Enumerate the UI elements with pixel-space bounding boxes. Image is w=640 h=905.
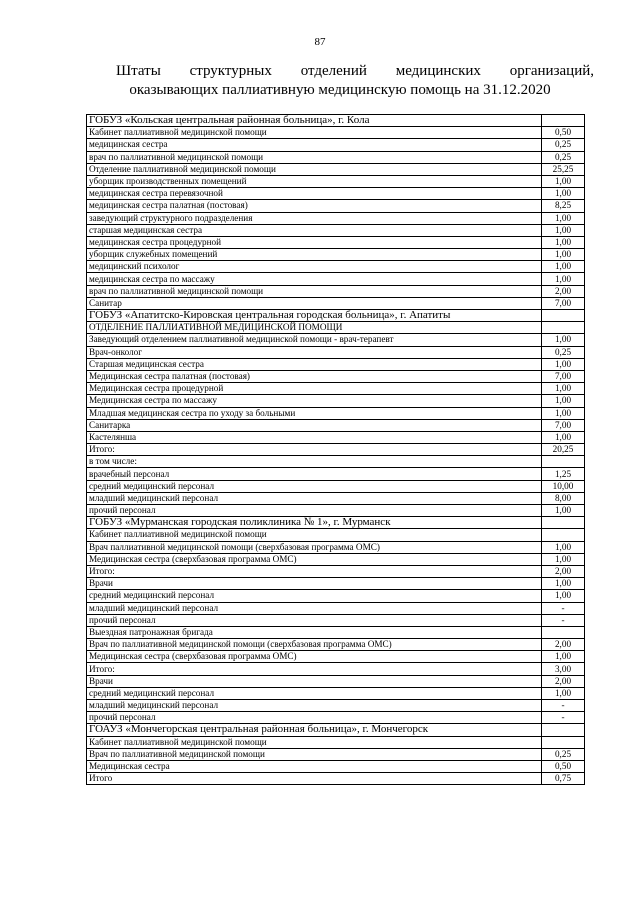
position-name: Санитар xyxy=(87,297,542,309)
staff-rate-value: 0,75 xyxy=(542,773,585,785)
position-name: Медицинская сестра (сверхбазовая программа ОМС) xyxy=(87,553,542,565)
table-row xyxy=(87,468,585,480)
table-row xyxy=(87,236,585,248)
table-row xyxy=(87,151,585,163)
position-name: медицинский психолог xyxy=(87,261,542,273)
table-row xyxy=(87,626,585,638)
position-name: Медицинская сестра процедурной xyxy=(87,383,542,395)
staff-rate-value: 0,25 xyxy=(542,748,585,760)
staff-rate-value: 0,25 xyxy=(542,346,585,358)
staff-rate-value: 1,00 xyxy=(542,590,585,602)
institution-heading-row xyxy=(87,724,585,736)
table-row xyxy=(87,748,585,760)
staff-rate-value xyxy=(542,626,585,638)
table-row xyxy=(87,590,585,602)
position-name: старшая медицинская сестра xyxy=(87,224,542,236)
table-row xyxy=(87,773,585,785)
staff-rate-value: 8,00 xyxy=(542,492,585,504)
table-row xyxy=(87,285,585,297)
table-row xyxy=(87,395,585,407)
institution-heading-row xyxy=(87,517,585,529)
table-row xyxy=(87,651,585,663)
institution-heading-row xyxy=(87,115,585,127)
position-name: младший медицинский персонал xyxy=(87,602,542,614)
position-name: Итого: xyxy=(87,663,542,675)
table-row xyxy=(87,370,585,382)
table-row xyxy=(87,614,585,626)
title-word: отделений xyxy=(300,63,367,79)
position-name: Кабинет паллиативной медицинской помощи xyxy=(87,529,542,541)
position-name: заведующий структурного подразделения xyxy=(87,212,542,224)
document-title xyxy=(116,62,594,100)
position-name: Выездная патронажная бригада xyxy=(87,626,542,638)
staff-rate-value: 2,00 xyxy=(542,675,585,687)
position-name: Врач-онколог xyxy=(87,346,542,358)
position-name: медицинская сестра xyxy=(87,139,542,151)
position-name: Заведующий отделением паллиативной медицинской помощи - врач-терапевт xyxy=(87,334,542,346)
staff-rate-value: 1,00 xyxy=(542,578,585,590)
staff-rate-value xyxy=(542,724,585,736)
position-name: Кастелянша xyxy=(87,431,542,443)
table-row xyxy=(87,249,585,261)
table-row xyxy=(87,322,585,334)
position-name: уборщик служебных помещений xyxy=(87,249,542,261)
table-row xyxy=(87,505,585,517)
table-row xyxy=(87,529,585,541)
staff-rate-value xyxy=(542,310,585,322)
table-row xyxy=(87,578,585,590)
table-row xyxy=(87,480,585,492)
table-row xyxy=(87,700,585,712)
staff-rate-value xyxy=(542,322,585,334)
staff-rate-value: 1,00 xyxy=(542,407,585,419)
staff-rate-value: 1,00 xyxy=(542,687,585,699)
position-name: Отделение паллиативной медицинской помощи xyxy=(87,163,542,175)
table-row xyxy=(87,261,585,273)
staff-rate-value: 0,50 xyxy=(542,127,585,139)
staff-rate-value: 1,00 xyxy=(542,358,585,370)
position-name: уборщик производственных помещений xyxy=(87,175,542,187)
position-name: Врачи xyxy=(87,675,542,687)
position-name: прочий персонал xyxy=(87,712,542,724)
position-name: врач по паллиативной медицинской помощи xyxy=(87,151,542,163)
position-name: Санитарка xyxy=(87,419,542,431)
staff-rate-value: 1,00 xyxy=(542,236,585,248)
position-name: младший медицинский персонал xyxy=(87,492,542,504)
staff-rate-value: 1,00 xyxy=(542,212,585,224)
position-name: Младшая медицинская сестра по уходу за больными xyxy=(87,407,542,419)
table-row xyxy=(87,456,585,468)
institution-name: ГОБУЗ «Мурманская городская поликлиника № 1», г. Мурманск xyxy=(87,517,542,529)
staff-rate-value: 0,25 xyxy=(542,151,585,163)
staff-rate-value: 1,00 xyxy=(542,224,585,236)
position-name: медицинская сестра процедурной xyxy=(87,236,542,248)
table-row xyxy=(87,212,585,224)
staff-rate-value: 25,25 xyxy=(542,163,585,175)
staff-rate-value: 1,00 xyxy=(542,334,585,346)
staff-rate-value: 1,00 xyxy=(542,651,585,663)
table-row xyxy=(87,334,585,346)
position-name: Врачи xyxy=(87,578,542,590)
table-row xyxy=(87,346,585,358)
position-name: Итого: xyxy=(87,565,542,577)
position-name: Врач по паллиативной медицинской помощи xyxy=(87,748,542,760)
position-name: Кабинет паллиативной медицинской помощи xyxy=(87,127,542,139)
staff-rate-value: 2,00 xyxy=(542,639,585,651)
staff-rate-value: 1,00 xyxy=(542,188,585,200)
position-name: прочий персонал xyxy=(87,614,542,626)
table-row xyxy=(87,273,585,285)
position-name: врачебный персонал xyxy=(87,468,542,480)
staff-rate-value: 1,00 xyxy=(542,395,585,407)
staff-rate-value: 1,00 xyxy=(542,541,585,553)
staff-rate-value: 1,00 xyxy=(542,505,585,517)
staff-rate-value xyxy=(542,736,585,748)
staff-rate-value xyxy=(542,529,585,541)
page-number: 87 xyxy=(314,36,326,48)
position-name: Итого xyxy=(87,773,542,785)
table-row xyxy=(87,419,585,431)
table-row xyxy=(87,127,585,139)
staff-rate-value: 3,00 xyxy=(542,663,585,675)
position-name: врач по паллиативной медицинской помощи xyxy=(87,285,542,297)
table-row xyxy=(87,553,585,565)
staff-rate-value: - xyxy=(542,614,585,626)
table-row xyxy=(87,492,585,504)
staff-rate-value: 2,00 xyxy=(542,565,585,577)
table-row xyxy=(87,675,585,687)
position-name: медицинская сестра палатная (постовая) xyxy=(87,200,542,212)
staff-table xyxy=(86,114,585,785)
staff-rate-value: 2,00 xyxy=(542,285,585,297)
table-row xyxy=(87,224,585,236)
staff-rate-value: 1,00 xyxy=(542,273,585,285)
staff-rate-value xyxy=(542,456,585,468)
table-row xyxy=(87,541,585,553)
table-row xyxy=(87,175,585,187)
position-name: Итого: xyxy=(87,444,542,456)
position-name: Врач по паллиативной медицинской помощи (сверхбазовая программа ОМС) xyxy=(87,639,542,651)
table-row xyxy=(87,358,585,370)
table-row xyxy=(87,188,585,200)
position-name: средний медицинский персонал xyxy=(87,480,542,492)
table-row xyxy=(87,297,585,309)
staff-rate-value: 8,25 xyxy=(542,200,585,212)
position-name: медицинская сестра по массажу xyxy=(87,273,542,285)
position-name: Медицинская сестра xyxy=(87,760,542,772)
table-row xyxy=(87,431,585,443)
title-word: Штаты xyxy=(116,63,161,79)
table-row xyxy=(87,444,585,456)
staff-rate-value: 7,00 xyxy=(542,419,585,431)
staff-rate-value: 1,00 xyxy=(542,175,585,187)
table-row xyxy=(87,163,585,175)
staff-rate-value: 7,00 xyxy=(542,370,585,382)
position-name: прочий персонал xyxy=(87,505,542,517)
position-name: Медицинская сестра палатная (постовая) xyxy=(87,370,542,382)
position-name: Медицинская сестра по массажу xyxy=(87,395,542,407)
position-name: Кабинет паллиативной медицинской помощи xyxy=(87,736,542,748)
table-row xyxy=(87,663,585,675)
table-row xyxy=(87,602,585,614)
staff-rate-value: 1,00 xyxy=(542,383,585,395)
title-word: организаций, xyxy=(509,63,594,79)
institution-name: ГОБУЗ «Апатитско-Кировская центральная городская больница», г. Апатиты xyxy=(87,310,542,322)
title-word: медицинских xyxy=(395,63,481,79)
table-row xyxy=(87,200,585,212)
staff-rate-value: 1,00 xyxy=(542,261,585,273)
staff-rate-value: 1,00 xyxy=(542,553,585,565)
table-row xyxy=(87,687,585,699)
table-row xyxy=(87,712,585,724)
staff-rate-value: 1,25 xyxy=(542,468,585,480)
staff-table-body xyxy=(87,115,585,785)
institution-name: ГОБУЗ «Кольская центральная районная больница», г. Кола xyxy=(87,115,542,127)
staff-rate-value: 20,25 xyxy=(542,444,585,456)
table-row xyxy=(87,565,585,577)
staff-rate-value: 0,50 xyxy=(542,760,585,772)
staff-rate-value: - xyxy=(542,602,585,614)
staff-rate-value: - xyxy=(542,712,585,724)
table-row xyxy=(87,139,585,151)
position-name: Медицинская сестра (сверхбазовая программа ОМС) xyxy=(87,651,542,663)
institution-name: ГОАУЗ «Мончегорская центральная районная больница», г. Мончегорск xyxy=(87,724,542,736)
position-name: в том числе: xyxy=(87,456,542,468)
staff-rate-value: 7,00 xyxy=(542,297,585,309)
institution-heading-row xyxy=(87,310,585,322)
staff-rate-value: 1,00 xyxy=(542,431,585,443)
staff-rate-value: 0,25 xyxy=(542,139,585,151)
title-line-1 xyxy=(116,62,594,81)
table-row xyxy=(87,407,585,419)
staff-rate-value xyxy=(542,517,585,529)
position-name: средний медицинский персонал xyxy=(87,590,542,602)
title-word: структурных xyxy=(189,63,272,79)
table-row xyxy=(87,383,585,395)
position-name: младший медицинский персонал xyxy=(87,700,542,712)
staff-rate-value: - xyxy=(542,700,585,712)
staff-rate-value: 1,00 xyxy=(542,249,585,261)
staff-rate-value: 10,00 xyxy=(542,480,585,492)
position-name: Старшая медицинская сестра xyxy=(87,358,542,370)
position-name: ОТДЕЛЕНИЕ ПАЛЛИАТИВНОЙ МЕДИЦИНСКОЙ ПОМОЩИ xyxy=(87,322,542,334)
table-row xyxy=(87,639,585,651)
position-name: медицинская сестра перевязочной xyxy=(87,188,542,200)
position-name: средний медицинский персонал xyxy=(87,687,542,699)
table-row xyxy=(87,760,585,772)
title-line-2: оказывающих паллиативную медицинскую помощь на 31.12.2020 xyxy=(129,82,551,98)
table-row xyxy=(87,736,585,748)
staff-rate-value xyxy=(542,115,585,127)
position-name: Врач паллиативной медицинской помощи (сверхбазовая программа ОМС) xyxy=(87,541,542,553)
